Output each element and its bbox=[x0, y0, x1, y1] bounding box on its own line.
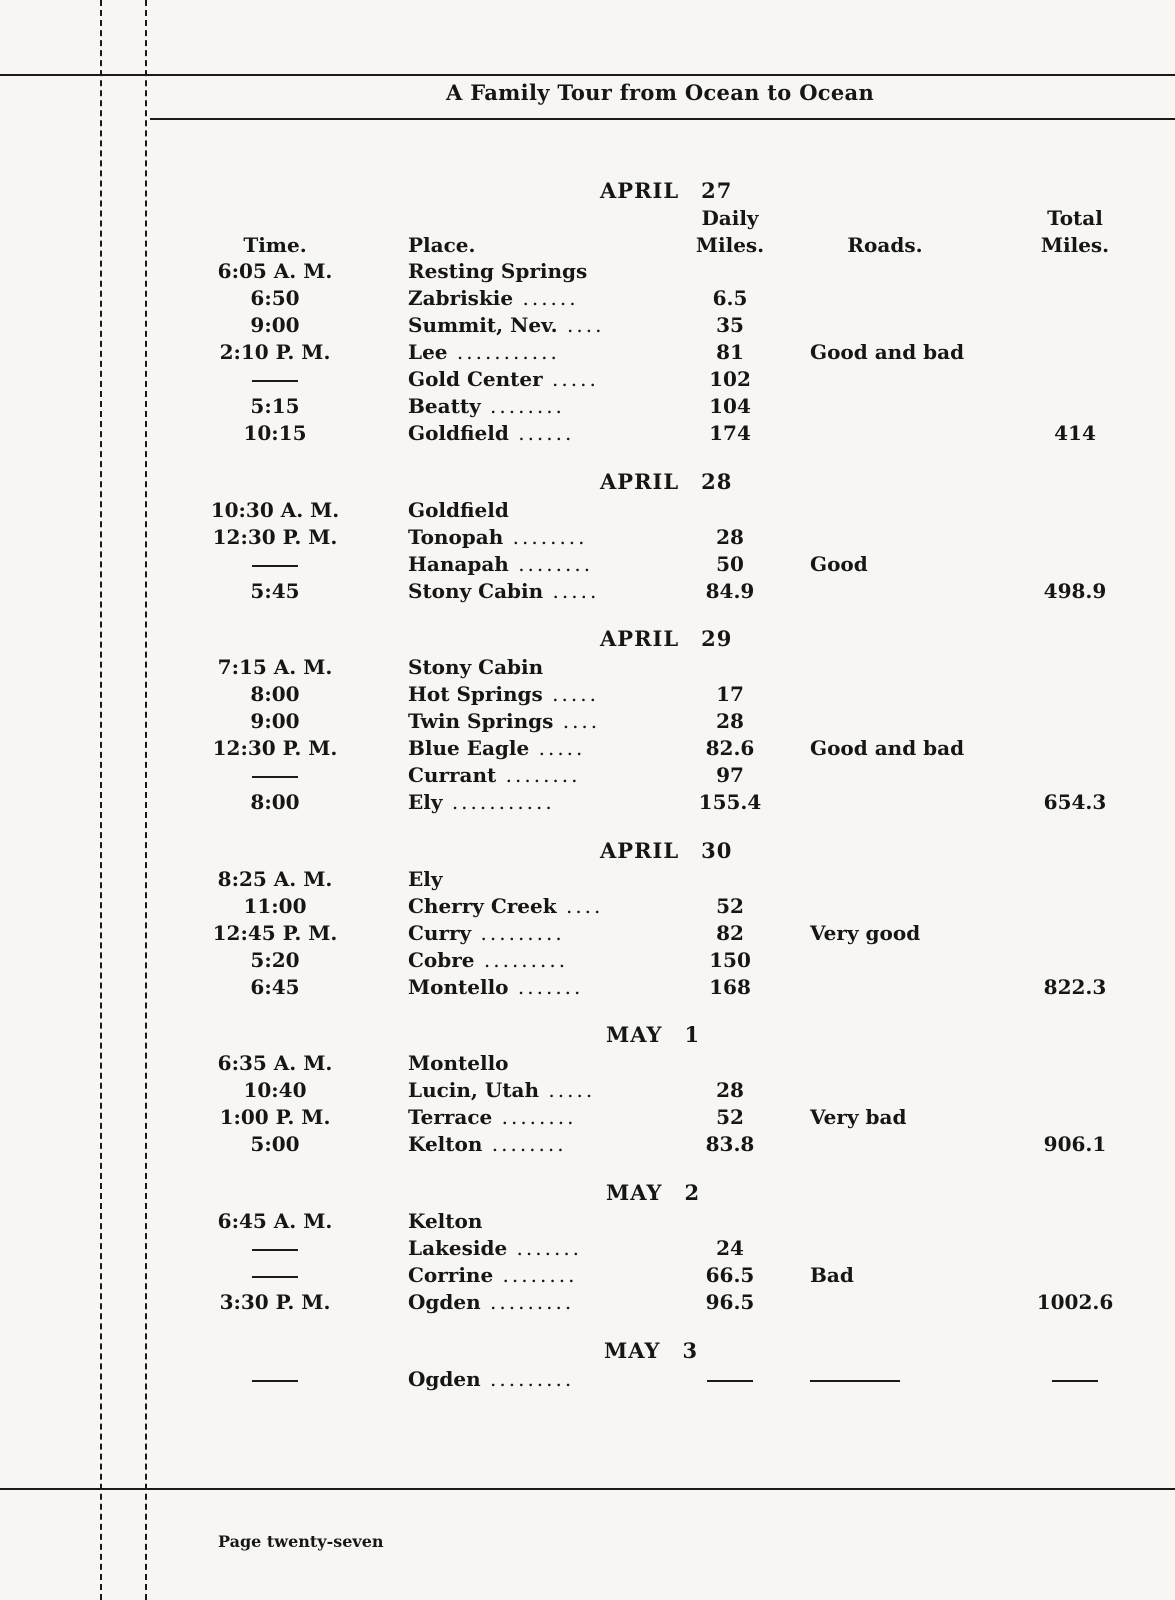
cell-place bbox=[408, 579, 599, 603]
table-row bbox=[0, 975, 1175, 1002]
section-month: MAY bbox=[606, 1022, 663, 1047]
blank-dash bbox=[252, 380, 298, 382]
table-row bbox=[0, 682, 1175, 709]
cell-place bbox=[408, 259, 587, 283]
section-day: 29 bbox=[701, 626, 733, 651]
blank-dash bbox=[252, 1276, 298, 1278]
cell-daily-miles: 82 bbox=[716, 921, 744, 945]
cell-place bbox=[408, 367, 599, 391]
cell-roads: Good and bad bbox=[810, 736, 965, 760]
section-date-heading bbox=[606, 1022, 700, 1047]
cell-place bbox=[408, 709, 600, 733]
blank-dash bbox=[252, 776, 298, 778]
place-name: Kelton bbox=[408, 1209, 483, 1233]
section-day: 28 bbox=[701, 469, 733, 494]
leader-dots: ........ bbox=[496, 763, 581, 787]
cell-daily-miles: 28 bbox=[716, 1078, 744, 1102]
col-header-time-label: Time. bbox=[243, 233, 307, 257]
place-name: Goldfield bbox=[408, 498, 509, 522]
place-name: Twin Springs bbox=[408, 709, 554, 733]
place-name: Beatty bbox=[408, 394, 481, 418]
col-header-daily bbox=[680, 205, 780, 259]
cell-time bbox=[200, 552, 350, 576]
section-month: APRIL bbox=[600, 626, 680, 651]
cell-place bbox=[408, 763, 581, 787]
page-number: Page twenty-seven bbox=[218, 1532, 384, 1551]
place-name: Cherry Creek bbox=[408, 894, 557, 918]
place-name: Cobre bbox=[408, 948, 475, 972]
col-header-place bbox=[408, 232, 475, 259]
cell-time: 5:15 bbox=[250, 394, 300, 418]
cell-place bbox=[408, 1290, 574, 1314]
cell-time: 12:30 P. M. bbox=[212, 736, 338, 760]
cell-time: 5:20 bbox=[250, 948, 300, 972]
cell-place bbox=[408, 421, 574, 445]
place-name: Montello bbox=[408, 975, 509, 999]
place-name: Montello bbox=[408, 1051, 509, 1075]
place-name: Stony Cabin bbox=[408, 579, 544, 603]
place-name: Hot Springs bbox=[408, 682, 543, 706]
section-date-heading bbox=[600, 626, 732, 651]
cell-place bbox=[408, 655, 543, 679]
cell-time: 7:15 A. M. bbox=[217, 655, 333, 679]
col-header-daily-line1: Daily bbox=[701, 206, 759, 230]
leader-dots: .... bbox=[556, 894, 604, 918]
cell-daily-miles: 17 bbox=[716, 682, 744, 706]
cell-place bbox=[408, 1051, 509, 1075]
cell-daily-miles: 82.6 bbox=[705, 736, 755, 760]
cell-time: 3:30 P. M. bbox=[219, 1290, 331, 1314]
cell-total-miles bbox=[1020, 1367, 1130, 1391]
table-row bbox=[0, 1105, 1175, 1132]
cell-time: 12:45 P. M. bbox=[212, 921, 338, 945]
section-day: 2 bbox=[684, 1180, 701, 1205]
cell-time bbox=[200, 1263, 350, 1287]
cell-total-miles: 414 bbox=[1054, 421, 1096, 445]
cell-daily-miles: 84.9 bbox=[705, 579, 755, 603]
header-rule bbox=[150, 118, 1175, 120]
place-name: Lucin, Utah bbox=[408, 1078, 540, 1102]
blank-dash bbox=[252, 1249, 298, 1251]
table-row bbox=[0, 367, 1175, 394]
section-day: 1 bbox=[684, 1022, 701, 1047]
section-day: 27 bbox=[701, 178, 733, 203]
table-row bbox=[0, 313, 1175, 340]
blank-dash bbox=[252, 565, 298, 567]
leader-dots: ....... bbox=[507, 1236, 583, 1260]
cell-daily-miles: 97 bbox=[716, 763, 744, 787]
blank-dash bbox=[1052, 1380, 1098, 1382]
blank-dash bbox=[810, 1380, 900, 1382]
table-row bbox=[0, 709, 1175, 736]
cell-place bbox=[408, 394, 565, 418]
cell-place bbox=[408, 1132, 567, 1156]
cell-time: 9:00 bbox=[250, 709, 300, 733]
cell-time: 10:30 A. M. bbox=[210, 498, 340, 522]
cell-time: 1:00 P. M. bbox=[219, 1105, 331, 1129]
leader-dots: ........ bbox=[480, 394, 565, 418]
leader-dots: ...... bbox=[513, 286, 579, 310]
leader-dots: ..... bbox=[542, 682, 599, 706]
col-header-total bbox=[1020, 205, 1130, 259]
cell-place bbox=[408, 682, 599, 706]
place-name: Curry bbox=[408, 921, 472, 945]
section-month: APRIL bbox=[600, 469, 680, 494]
leader-dots: ...... bbox=[508, 421, 575, 445]
cell-roads: Good and bad bbox=[810, 340, 965, 364]
leader-dots: ......... bbox=[474, 948, 569, 972]
cell-daily-miles: 52 bbox=[716, 894, 744, 918]
table-row bbox=[0, 1236, 1175, 1263]
cell-total-miles: 654.3 bbox=[1043, 790, 1107, 814]
col-header-daily-line2: Miles. bbox=[695, 233, 765, 257]
table-row bbox=[0, 421, 1175, 448]
leader-dots: ......... bbox=[480, 1367, 575, 1391]
leader-dots: ........ bbox=[503, 525, 588, 549]
cell-time: 6:50 bbox=[250, 286, 300, 310]
cell-time: 8:00 bbox=[250, 790, 300, 814]
cell-time bbox=[200, 1236, 350, 1260]
table-row bbox=[0, 525, 1175, 552]
table-row bbox=[0, 655, 1175, 682]
cell-daily-miles: 150 bbox=[709, 948, 751, 972]
cell-daily-miles: 96.5 bbox=[705, 1290, 755, 1314]
cell-daily-miles: 6.5 bbox=[712, 286, 748, 310]
cell-time: 10:15 bbox=[243, 421, 307, 445]
leader-dots: ..... bbox=[542, 367, 599, 391]
cell-roads: Very bad bbox=[810, 1105, 907, 1129]
table-row bbox=[0, 498, 1175, 525]
cell-roads: Very good bbox=[810, 921, 921, 945]
table-row bbox=[0, 1290, 1175, 1317]
table-row bbox=[0, 394, 1175, 421]
cell-time: 11:00 bbox=[243, 894, 307, 918]
cell-time: 6:35 A. M. bbox=[217, 1051, 333, 1075]
cell-time: 5:00 bbox=[250, 1132, 300, 1156]
cell-time: 8:25 A. M. bbox=[217, 867, 333, 891]
place-name: Tonopah bbox=[408, 525, 504, 549]
cell-place bbox=[408, 1263, 577, 1287]
section-day: 3 bbox=[682, 1338, 699, 1363]
cell-place bbox=[408, 1236, 582, 1260]
cell-place bbox=[408, 286, 579, 310]
cell-place bbox=[408, 313, 604, 337]
cell-place bbox=[408, 921, 565, 945]
col-header-total-line2: Miles. bbox=[1040, 233, 1110, 257]
cell-time: 6:45 bbox=[250, 975, 300, 999]
place-name: Ely bbox=[408, 867, 443, 891]
cell-daily-miles: 28 bbox=[716, 525, 744, 549]
place-name: Blue Eagle bbox=[408, 736, 530, 760]
cell-daily-miles: 66.5 bbox=[705, 1263, 755, 1287]
cell-place bbox=[408, 525, 588, 549]
cell-daily-miles: 104 bbox=[709, 394, 751, 418]
leader-dots: ........ bbox=[482, 1132, 567, 1156]
leader-dots: ..... bbox=[529, 736, 586, 760]
table-row bbox=[0, 1132, 1175, 1159]
bottom-rule bbox=[0, 1488, 1175, 1490]
place-name: Ogden bbox=[408, 1290, 481, 1314]
cell-daily-miles: 155.4 bbox=[698, 790, 762, 814]
table-row bbox=[0, 1263, 1175, 1290]
table-row bbox=[0, 736, 1175, 763]
table-row bbox=[0, 286, 1175, 313]
table-row bbox=[0, 763, 1175, 790]
cell-roads bbox=[810, 1367, 900, 1391]
col-header-place-label: Place. bbox=[408, 233, 476, 257]
section-date-heading bbox=[606, 1180, 700, 1205]
table-row bbox=[0, 1367, 1175, 1394]
cell-place bbox=[408, 1367, 574, 1391]
place-name: Hanapah bbox=[408, 552, 509, 576]
place-name: Corrine bbox=[408, 1263, 494, 1287]
cell-place bbox=[408, 867, 442, 891]
leader-dots: ........ bbox=[493, 1263, 578, 1287]
leader-dots: ........ bbox=[508, 552, 594, 576]
section-month: APRIL bbox=[600, 838, 680, 863]
cell-place bbox=[408, 340, 560, 364]
table-row bbox=[0, 579, 1175, 606]
leader-dots: ....... bbox=[508, 975, 584, 999]
cell-daily-miles: 35 bbox=[716, 313, 744, 337]
cell-daily-miles bbox=[680, 1367, 780, 1391]
section-date-heading bbox=[600, 469, 732, 494]
col-header-roads-label: Roads. bbox=[847, 233, 923, 257]
cell-place bbox=[408, 894, 603, 918]
cell-total-miles: 906.1 bbox=[1043, 1132, 1107, 1156]
place-name: Zabriskie bbox=[408, 286, 514, 310]
cell-daily-miles: 52 bbox=[716, 1105, 744, 1129]
leader-dots: ..... bbox=[543, 579, 600, 603]
place-name: Terrace bbox=[408, 1105, 493, 1129]
cell-place bbox=[408, 948, 568, 972]
page-title: A Family Tour from Ocean to Ocean bbox=[445, 80, 875, 105]
section-month: MAY bbox=[604, 1338, 661, 1363]
cell-total-miles: 822.3 bbox=[1043, 975, 1107, 999]
place-name: Lee bbox=[408, 340, 448, 364]
table-row bbox=[0, 552, 1175, 579]
cell-daily-miles: 174 bbox=[709, 421, 751, 445]
place-name: Goldfield bbox=[408, 421, 509, 445]
place-name: Stony Cabin bbox=[408, 655, 544, 679]
cell-time bbox=[200, 763, 350, 787]
place-name: Ogden bbox=[408, 1367, 481, 1391]
blank-dash bbox=[252, 1380, 298, 1382]
cell-place bbox=[408, 975, 583, 999]
cell-place bbox=[408, 1209, 482, 1233]
section-month: MAY bbox=[606, 1180, 663, 1205]
table-row bbox=[0, 1209, 1175, 1236]
leader-dots: ........... bbox=[447, 340, 560, 364]
cell-roads: Bad bbox=[810, 1263, 854, 1287]
cell-place bbox=[408, 498, 509, 522]
cell-time: 10:40 bbox=[243, 1078, 307, 1102]
place-name: Resting Springs bbox=[408, 259, 588, 283]
leader-dots: ..... bbox=[539, 1078, 596, 1102]
table-row bbox=[0, 948, 1175, 975]
cell-place bbox=[408, 1078, 595, 1102]
leader-dots: ........... bbox=[442, 790, 555, 814]
cell-time: 6:45 A. M. bbox=[217, 1209, 333, 1233]
section-month: APRIL bbox=[600, 178, 680, 203]
section-date-heading bbox=[604, 1338, 698, 1363]
table-row bbox=[0, 340, 1175, 367]
place-name: Summit, Nev. bbox=[408, 313, 558, 337]
cell-daily-miles: 24 bbox=[716, 1236, 744, 1260]
place-name: Kelton bbox=[408, 1132, 483, 1156]
blank-dash bbox=[707, 1380, 753, 1382]
col-header-total-line1: Total bbox=[1047, 206, 1103, 230]
section-date-heading bbox=[600, 178, 732, 203]
cell-daily-miles: 102 bbox=[709, 367, 751, 391]
leader-dots: ......... bbox=[471, 921, 565, 945]
leader-dots: .... bbox=[553, 709, 601, 733]
table-row bbox=[0, 921, 1175, 948]
cell-time: 6:05 A. M. bbox=[217, 259, 333, 283]
place-name: Gold Center bbox=[408, 367, 543, 391]
table-row bbox=[0, 894, 1175, 921]
table-row bbox=[0, 1078, 1175, 1105]
place-name: Ely bbox=[408, 790, 443, 814]
cell-roads: Good bbox=[810, 552, 868, 576]
top-rule bbox=[0, 74, 1175, 76]
cell-total-miles: 498.9 bbox=[1043, 579, 1107, 603]
section-date-heading bbox=[600, 838, 732, 863]
table-row bbox=[0, 1051, 1175, 1078]
cell-time: 5:45 bbox=[250, 579, 300, 603]
cell-total-miles: 1002.6 bbox=[1036, 1290, 1114, 1314]
table-row bbox=[0, 867, 1175, 894]
cell-time: 9:00 bbox=[250, 313, 300, 337]
cell-time: 2:10 P. M. bbox=[219, 340, 331, 364]
col-header-roads bbox=[820, 232, 950, 259]
cell-time: 12:30 P. M. bbox=[212, 525, 338, 549]
place-name: Lakeside bbox=[408, 1236, 508, 1260]
cell-time: 8:00 bbox=[250, 682, 300, 706]
cell-daily-miles: 50 bbox=[716, 552, 744, 576]
leader-dots: .... bbox=[557, 313, 605, 337]
section-day: 30 bbox=[701, 838, 733, 863]
cell-time bbox=[200, 1367, 350, 1391]
cell-daily-miles: 28 bbox=[716, 709, 744, 733]
cell-place bbox=[408, 552, 593, 576]
leader-dots: ......... bbox=[480, 1290, 575, 1314]
table-row bbox=[0, 259, 1175, 286]
cell-place bbox=[408, 1105, 576, 1129]
leader-dots: ........ bbox=[492, 1105, 577, 1129]
col-header-time bbox=[200, 232, 350, 259]
cell-daily-miles: 81 bbox=[716, 340, 744, 364]
cell-daily-miles: 168 bbox=[709, 975, 751, 999]
cell-place bbox=[408, 790, 555, 814]
cell-daily-miles: 83.8 bbox=[705, 1132, 755, 1156]
place-name: Currant bbox=[408, 763, 497, 787]
table-row bbox=[0, 790, 1175, 817]
cell-time bbox=[200, 367, 350, 391]
cell-place bbox=[408, 736, 585, 760]
